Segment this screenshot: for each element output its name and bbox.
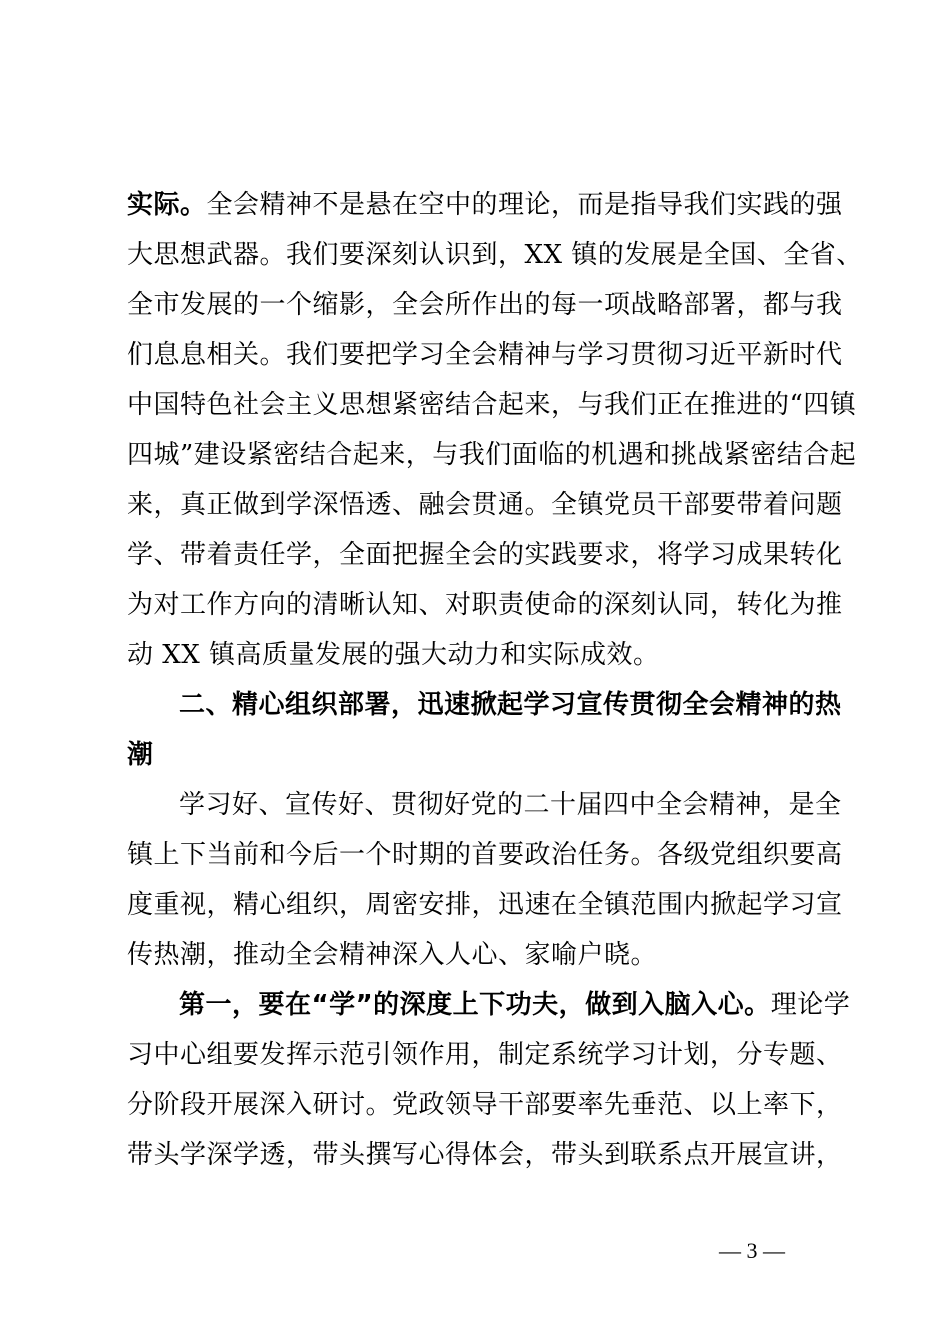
text-line: 全市发展的一个缩影，全会所作出的每一项战略部署，都与我	[127, 290, 843, 320]
text-line: 中国特色社会主义思想紧密结合起来，与我们正在推进的“四镇	[127, 390, 857, 420]
text-line: 学、带着责任学，全面把握全会的实践要求，将学习成果转化	[127, 540, 843, 570]
text-line: 为对工作方向的清晰认知、对职责使命的深刻认同，转化为推	[127, 590, 843, 620]
text-line: 习中心组要发挥示范引领作用，制定系统学习计划，分专题、	[127, 1040, 843, 1070]
text-line: 传热潮，推动全会精神深入人心、家喻户晓。	[127, 940, 658, 970]
text-line: 四城”建设紧密结合起来，与我们面临的机遇和挑战紧密结合起	[127, 440, 857, 470]
page-number: — 3 —	[719, 1238, 785, 1263]
text-line	[127, 180, 843, 230]
text-line: 大思想武器。我们要深刻认识到，XX 镇的发展是全国、全省、	[127, 240, 863, 270]
paragraph-lead-bold: 第一，要在“学”的深度上下功夫，做到入脑入心。	[179, 990, 771, 1020]
text-line: 动 XX 镇高质量发展的强大动力和实际成效。	[127, 640, 660, 670]
text-line: 来，真正做到学深悟透、融会贯通。全镇党员干部要带着问题	[127, 490, 843, 520]
paragraph-1	[127, 180, 863, 680]
text-line: 分阶段开展深入研讨。党政领导干部要率先垂范、以上率下，	[127, 1090, 843, 1120]
paragraph-lead-bold: 实际。	[127, 190, 207, 220]
heading-line: 潮	[127, 740, 154, 770]
text-line: 镇上下当前和今后一个时期的首要政治任务。各级党组织要高	[127, 840, 843, 870]
paragraph-2	[127, 780, 843, 980]
heading-line: 二、精心组织部署，迅速掀起学习宣传贯彻全会精神的热	[179, 690, 842, 720]
text-line: 带头学深学透，带头撰写心得体会，带头到联系点开展宣讲，	[127, 1140, 843, 1170]
paragraph-3	[127, 980, 851, 1180]
section-heading-2	[127, 680, 842, 780]
text-line: 们息息相关。我们要把学习全会精神与学习贯彻习近平新时代	[127, 340, 843, 370]
text-line: 度重视，精心组织，周密安排，迅速在全镇范围内掀起学习宣	[127, 890, 843, 920]
text-line: 学习好、宣传好、贯彻好党的二十届四中全会精神，是全	[179, 790, 842, 820]
text-line	[127, 980, 851, 1030]
text-line-content: 全会精神不是悬在空中的理论，而是指导我们实践的强	[206, 190, 843, 220]
text-line-content: 理论学	[770, 990, 851, 1020]
